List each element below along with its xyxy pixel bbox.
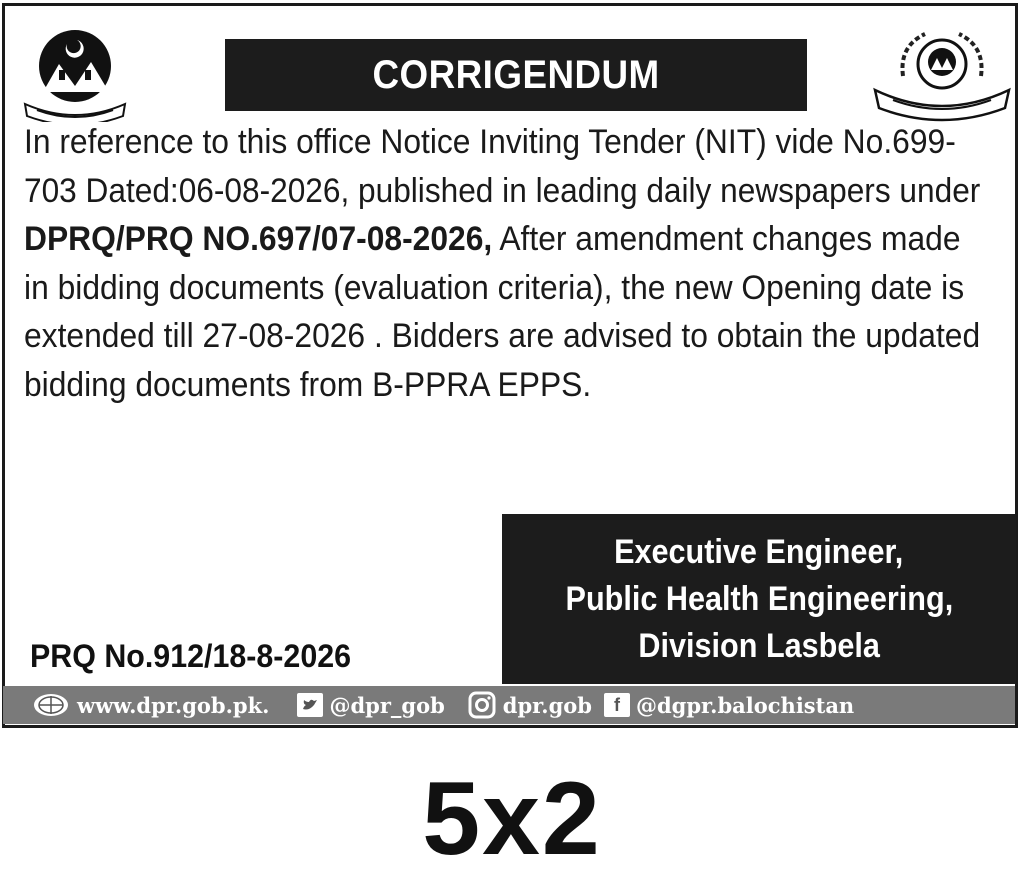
- title-banner: [225, 39, 807, 111]
- ad-size-label: 5x2: [422, 761, 602, 877]
- prq-number: PRQ No.912/18-8-2026: [30, 638, 352, 674]
- signatory-division: Division Lasbela: [638, 626, 880, 665]
- notice-line: In reference to this office Notice Inviting Tender (NIT) vide No.699-: [24, 123, 956, 161]
- twitter-handle[interactable]: @dpr_gob: [329, 692, 445, 718]
- notice-body: [24, 118, 1004, 409]
- signature-block: [502, 514, 1016, 684]
- twitter-item: [297, 693, 444, 718]
- twitter-icon: [297, 693, 323, 717]
- signatory-department: Public Health Engineering,: [565, 579, 953, 618]
- website-link[interactable]: www.dpr.gob.pk.: [77, 692, 270, 718]
- page-title: CORRIGENDUM: [372, 52, 660, 97]
- notice-line: extended till 27-08-2026 . Bidders are advised to obtain the updated: [24, 317, 981, 355]
- facebook-icon: f: [604, 693, 630, 717]
- website-item: [31, 691, 269, 719]
- facebook-item: [604, 693, 854, 718]
- balochistan-emblem-icon: [19, 26, 131, 122]
- notice-line: [24, 215, 961, 264]
- notice-text: After amendment changes made: [492, 220, 961, 258]
- footer-bar: [3, 686, 1015, 724]
- globe-icon: [31, 691, 71, 719]
- instagram-handle[interactable]: dpr.gob: [502, 692, 592, 718]
- reference-number: DPRQ/PRQ NO.697/07-08-2026,: [24, 220, 493, 258]
- notice-line: in bidding documents (evaluation criteria), the new Opening date is: [24, 268, 965, 307]
- facebook-handle[interactable]: @dgpr.balochistan: [636, 692, 855, 718]
- instagram-item: [467, 691, 592, 719]
- notice-line: 703 Dated:06-08-2026, published in leading daily newspapers under: [24, 171, 981, 210]
- signatory-title: Executive Engineer,: [614, 532, 904, 571]
- dgpr-emblem-icon: [869, 26, 1015, 122]
- notice-line: bidding documents from B-PPRA EPPS.: [24, 365, 592, 404]
- instagram-icon: [467, 691, 497, 719]
